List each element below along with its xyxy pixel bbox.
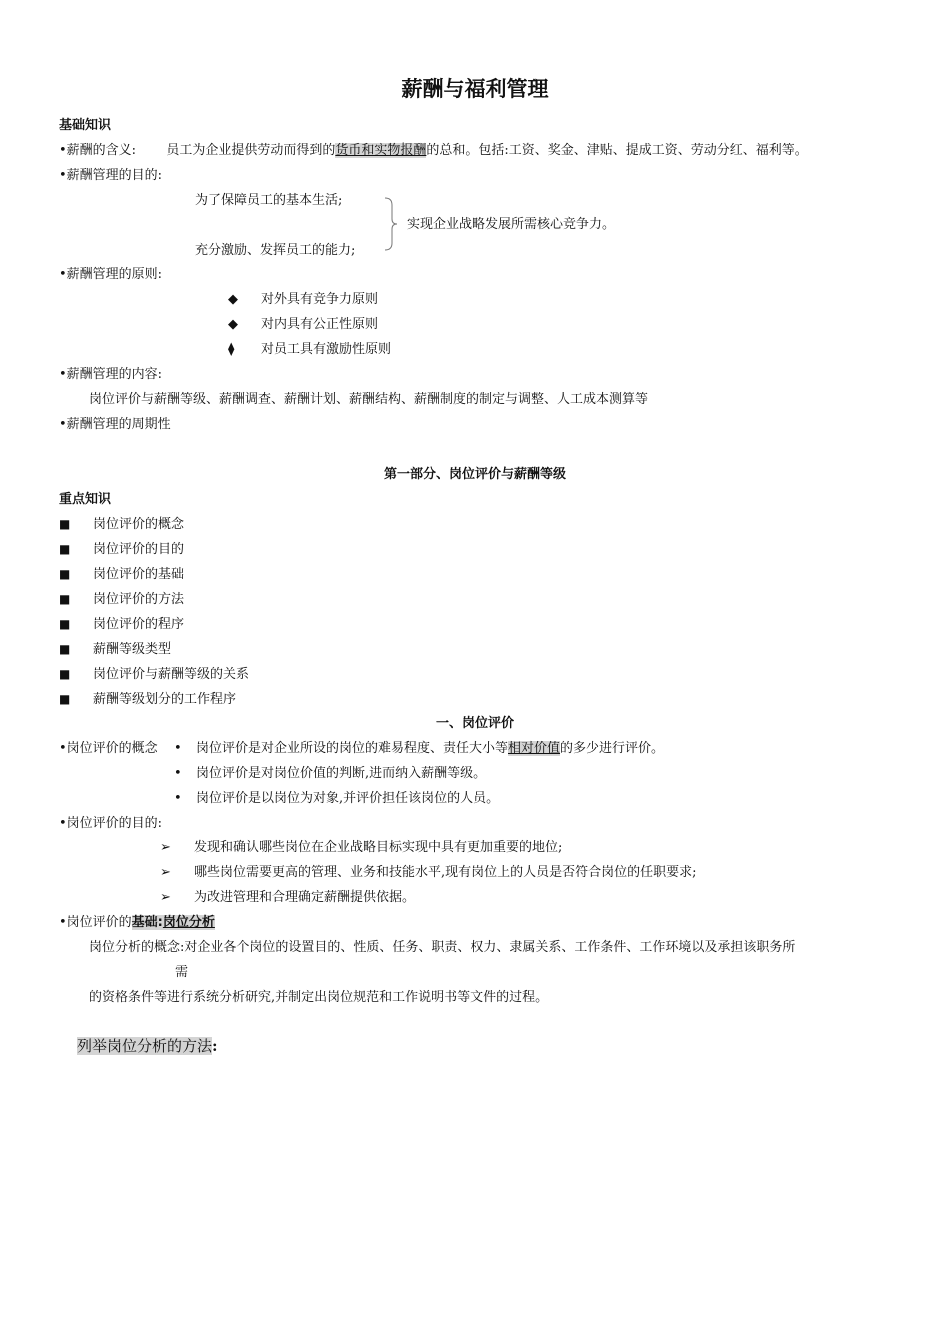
salary-content-text: 岗位评价与薪酬等级、薪酬调查、薪酬计划、薪酬结构、薪酬制度的制定与调整、人工成本测算等 [89,392,649,407]
concept-item-1 [174,740,664,758]
key-item [59,665,249,684]
salary-meaning-highlight: 货币和实物报酬 [335,143,427,158]
salary-purpose-label: •薪酬管理的目的: [59,168,163,183]
key-item [59,640,171,659]
salary-principles-label: •薪酬管理的原则: [59,267,163,282]
key-item [59,540,184,559]
principle-item-3 [228,341,391,359]
evaluation-basis-bold: 基础: [131,915,163,930]
key-item-text: 岗位评价的基础 [93,567,185,582]
dot-bullet-icon: • [174,791,182,806]
key-item-text: 岗位评价的方法 [93,592,185,607]
section-one-heading: 一、岗位评价 [435,716,514,731]
key-item [59,690,236,709]
principle-text: 对内具有公正性原则 [261,317,379,332]
diamond-bullet-icon: ◆ [228,317,238,332]
concept-item-2-text: 岗位评价是对岗位价值的判断,进而纳入薪酬等级。 [196,766,487,781]
evaluation-purpose-item-3 [160,889,415,907]
arrow-bullet-icon: ➢ [160,865,171,880]
arrow-bullet-icon: ➢ [160,890,171,905]
square-bullet-icon: ■ [59,692,71,706]
key-item-text: 岗位评价与薪酬等级的关系 [93,667,250,682]
evaluation-purpose-text: 为改进管理和合理确定薪酬提供依据。 [194,890,416,905]
square-bullet-icon: ■ [59,517,71,531]
evaluation-purpose-text: 哪些岗位需要更高的管理、业务和技能水平,现有岗位上的人员是否符合岗位的任职要求; [194,865,697,880]
key-item-text: 岗位评价的程序 [93,617,185,632]
job-analysis-methods-label [74,1036,221,1056]
salary-purpose-item-2: 充分激励、发挥员工的能力; [195,243,356,258]
job-analysis-methods-text: 列举岗位分析的方法 [77,1037,213,1055]
page-title: 薪酬与福利管理 [401,77,549,101]
salary-purpose-result: 实现企业战略发展所需核心竞争力。 [407,217,616,232]
salary-content-label: •薪酬管理的内容: [59,367,163,382]
diamond-bullet-icon: ⧫ [228,342,235,357]
concept-item-2 [174,765,486,783]
job-analysis-concept-line-2: 的资格条件等进行系统分析研究,并制定出岗位规范和工作说明书等文件的过程。 [89,990,549,1005]
salary-meaning-text-after: 的总和。包括:工资、奖金、津贴、提成工资、劳动分红、福利等。 [426,143,808,158]
concept-item-3-text: 岗位评价是以岗位为对象,并评价担任该岗位的人员。 [196,791,500,806]
salary-meaning-text-before: 员工为企业提供劳动而得到的 [166,143,336,158]
dot-bullet-icon: • [174,766,182,781]
evaluation-purpose-item-2 [160,864,697,882]
evaluation-purpose-item-1 [160,839,562,857]
principle-text: 对外具有竞争力原则 [261,292,379,307]
key-item [59,515,184,534]
key-item [59,590,184,609]
key-item-text: 薪酬等级类型 [93,642,172,657]
square-bullet-icon: ■ [59,542,71,556]
evaluation-purpose-label: •岗位评价的目的: [59,816,163,831]
square-bullet-icon: ■ [59,667,71,681]
section-heading-basics: 基础知识 [59,118,112,133]
key-item-text: 薪酬等级划分的工作程序 [93,692,237,707]
principle-text: 对员工具有激励性原则 [261,342,392,357]
key-item [59,615,184,634]
right-brace-icon [384,197,398,251]
principle-item-2 [228,316,378,334]
salary-meaning-line [59,142,808,160]
square-bullet-icon: ■ [59,567,71,581]
job-analysis-concept-line-1: 岗位分析的概念:对企业各个岗位的设置目的、性质、任务、职责、权力、隶属关系、工作条件、工作环境以及承担该职务所 [89,940,796,955]
concept-item-1-highlight: 相对价值 [508,741,561,756]
square-bullet-icon: ■ [59,592,71,606]
key-item-text: 岗位评价的目的 [93,542,185,557]
salary-meaning-label: •薪酬的含义: [59,143,137,158]
diamond-bullet-icon: ◆ [228,292,238,307]
concept-label: •岗位评价的概念 [59,741,158,756]
concept-item-1-after: 的多少进行评价。 [560,741,665,756]
principle-item-1 [228,291,378,309]
job-analysis-concept-wrap: 需 [175,965,189,980]
square-bullet-icon: ■ [59,617,71,631]
key-item-text: 岗位评价的概念 [93,517,185,532]
concept-item-1-before: 岗位评价是对企业所设的岗位的难易程度、责任大小等 [196,741,509,756]
arrow-bullet-icon: ➢ [160,840,171,855]
key-item [59,565,184,584]
salary-cycle-label: •薪酬管理的周期性 [59,417,171,432]
square-bullet-icon: ■ [59,642,71,656]
salary-purpose-item-1: 为了保障员工的基本生活; [195,193,343,208]
evaluation-purpose-text: 发现和确认哪些岗位在企业战略目标实现中具有更加重要的地位; [194,840,563,855]
job-analysis-methods-colon: : [212,1037,218,1055]
key-knowledge-heading: 重点知识 [59,492,112,507]
evaluation-basis-label: •岗位评价的 [59,915,132,930]
concept-item-3 [174,790,499,808]
part-one-heading: 第一部分、岗位评价与薪酬等级 [383,467,566,482]
evaluation-basis-job-analysis: 岗位分析 [162,915,215,930]
dot-bullet-icon: • [174,741,182,756]
evaluation-basis-line [59,914,215,932]
